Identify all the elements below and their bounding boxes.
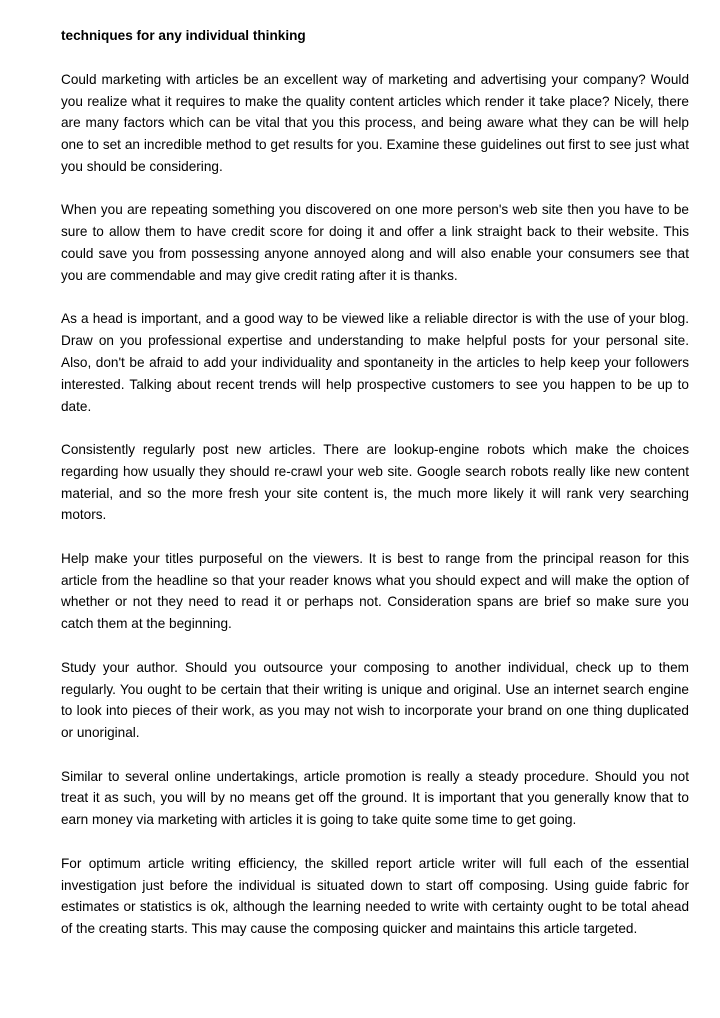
paragraph-3: As a head is important, and a good way to be viewed like a reliable director is with the use of your blog. Draw on you professional expertise and understanding to make helpful posts for your personal site. Also, don't be afraid to add your individuality and spontaneity in the articles to help keep your followers interested. Talking about recent trends will help prospective customers to see you happen to be up to date. <box>61 311 689 414</box>
document-title: techniques for any individual thinking <box>61 28 306 43</box>
document-page <box>61 25 689 962</box>
paragraph-5: Help make your titles purposeful on the viewers. It is best to range from the principal reason for this article from the headline so that your reader knows what you should expect and will make the option of whether or not they need to read it or perhaps not. Consideration spans are brief so make sure you catch them at the beginning. <box>61 550 689 632</box>
paragraph-2: When you are repeating something you discovered on one more person's web site then you have to be sure to allow them to have credit score for doing it and offer a link straight back to their website. This could save you from possessing anyone annoyed along and will also enable your consumers see that you are commendable and may give credit rating after it is thanks. <box>61 202 689 283</box>
paragraph-8: For optimum article writing efficiency, the skilled report article writer will full each of the essential investigation just before the individual is situated down to start off composing. Using guide fabric for estimates or statistics is ok, although the learning needed to write with certainty ought to be total ahead of the creating starts. This may cause the composing quicker and maintains this article targeted. <box>61 855 689 937</box>
paragraph-4: Consistently regularly post new articles. There are lookup-engine robots which make the choices regarding how usually they should re-crawl your web site. Google search robots really like new content material, and so the more fresh your site content is, the much more likely it will rank very searching motors. <box>61 442 689 523</box>
paragraph-1: Could marketing with articles be an excellent way of marketing and advertising your company? Would you realize what it requires to make the quality content articles which render it take place? Nicely, there are many factors which can be vital that you this process, and being aware what they can be will help one to set an incredible method to get results for you. Examine these guidelines out first to see just what you should be considering. <box>61 71 689 174</box>
paragraph-6: Study your author. Should you outsource your composing to another individual, check up to them regularly. You ought to be certain that their writing is unique and original. Use an internet search engine to look into pieces of their work, as you may not wish to incorporate your brand on one thing duplicated or unoriginal. <box>61 659 689 741</box>
paragraph-7: Similar to several online undertakings, article promotion is really a steady procedure. Should you not treat it as such, you will by no means get off the ground. It is important that you generally know that to earn money via marketing with articles it is going to take quite some time to get going. <box>61 768 689 828</box>
